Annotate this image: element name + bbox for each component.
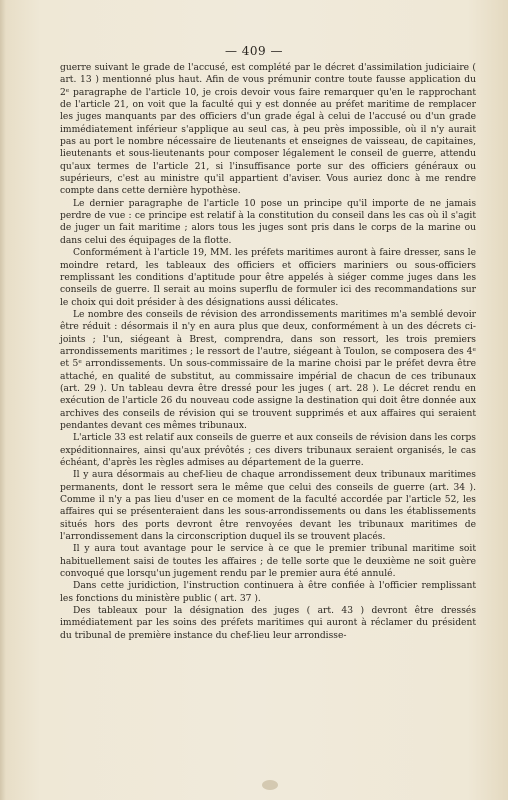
paragraph: Des tableaux pour la désignation des juges ( art. 43 ) devront être dressés immédiatement par les soins des préfets maritimes qui auront à réclamer du président du tribunal de première instance du chef-lieu leur arrondisse- — [60, 606, 476, 641]
paragraph: guerre suivant le grade de l'accusé, est complété par le décret d'assimilation judiciaire ( art. 13 ) mentionné plus haut. Afin de vous prémunir contre toute fausse application du 2ᵉ paragraphe de l'article 10, je crois devoir vous faire remarquer qu'en le rapprochant de l'article 21, on voit que la faculté qui y est donnée au préfet maritime de remplacer les juges manquants par des officiers d'un grade égal à celui de l'accusé ou d'un grade immédiatement inférieur s'applique au seul cas, à peu près impossible, où il n'y aurait pas au port le nombre nécessaire de lieutenants et enseignes de vaisseau, de capitaines, lieutenants et sous-lieutenants pour composer légalement le conseil de guerre, attendu qu'aux termes de l'article 21, si l'insuffisance porte sur des officiers généraux ou supérieurs, c'est au ministre qu'il appartient d'aviser. Vous auriez donc à me rendre compte dans cette dernière hypothèse. — [60, 63, 476, 197]
paper-stain — [262, 780, 278, 790]
paragraph: Dans cette juridiction, l'instruction continuera à être confiée à l'officier remplissant les fonctions du ministère public ( art. 37 ). — [60, 581, 476, 604]
paragraph: Il y aura tout avantage pour le service à ce que le premier tribunal maritime soit habituellement saisi de toutes les affaires ; de telle sorte que le deuxième ne soit guère convoqué que lorsqu'un jugement rendu par le premier aura été annulé. — [60, 544, 476, 580]
body-text — [60, 62, 476, 642]
paragraph: Conformément à l'article 19, MM. les préfets maritimes auront à faire dresser, sans le moindre retard, les tableaux des officiers et officiers mariniers ou sous-officiers remplissant les conditions d'aptitude pour être appelés à siéger comme juges dans les conseils de guerre. Il serait au moins superflu de formuler ici des recommandations sur le choix qui doit présider à des désignations aussi délicates. — [60, 248, 476, 308]
page-number: — 409 — — [224, 44, 284, 58]
paragraph: Le dernier paragraphe de l'article 10 pose un principe qu'il importe de ne jamais perdre de vue : ce principe est relatif à la constitution du conseil dans les cas où il s'agit de juger un fait maritime ; alors tous les juges sont pris dans le corps de la marine ou dans celui des équipages de la flotte. — [60, 198, 476, 246]
paragraph: Il y aura désormais au chef-lieu de chaque arrondissement deux tribunaux maritimes permanents, dont le ressort sera le même que celui des conseils de guerre (art. 34 ). Comme il n'y a pas lieu d'user en ce moment de la faculté accordée par l'article 52, les affaires qui se présenteraient dans les sous-arrondissements ou dans les établissements situés hors des ports devront être renvoyées devant les tribunaux maritimes de l'arrondissement dans la circonscription duquel ils se trouvent placés. — [60, 470, 476, 543]
paragraph: L'article 33 est relatif aux conseils de guerre et aux conseils de révision dans les corps expéditionnaires, ainsi qu'aux prévôtés ; ces divers tribunaux seraient organisés, le cas échéant, d'après les règles admises au département de la guerre. — [60, 433, 476, 468]
paragraph: Le nombre des conseils de révision des arrondissements maritimes m'a semblé devoir être réduit : désormais il n'y en aura plus que deux, conformément à un des décrets ci-joints ; l'un, siégeant à Brest, comprendra, dans son ressort, les trois premiers arrondissements maritimes ; le ressort de l'autre, siégeant à Toulon, se composera des 4ᵉ et 5ᵉ arrondissements. Un sous-commissaire de la marine choisi par le préfet devra être attaché, en qualité de substitut, au commissaire impérial de chacun de ces tribunaux (art. 29 ). Un tableau devra être dressé pour les juges ( art. 28 ). Le décret rendu en exécution de l'article 26 du nouveau code assigne la destination qui doit être donnée aux archives des conseils de révision qui se trouvent supprimés et aux affaires qui seraient pendantes devant ces mêmes tribunaux. — [60, 309, 476, 431]
page-gutter-shadow — [0, 0, 6, 800]
